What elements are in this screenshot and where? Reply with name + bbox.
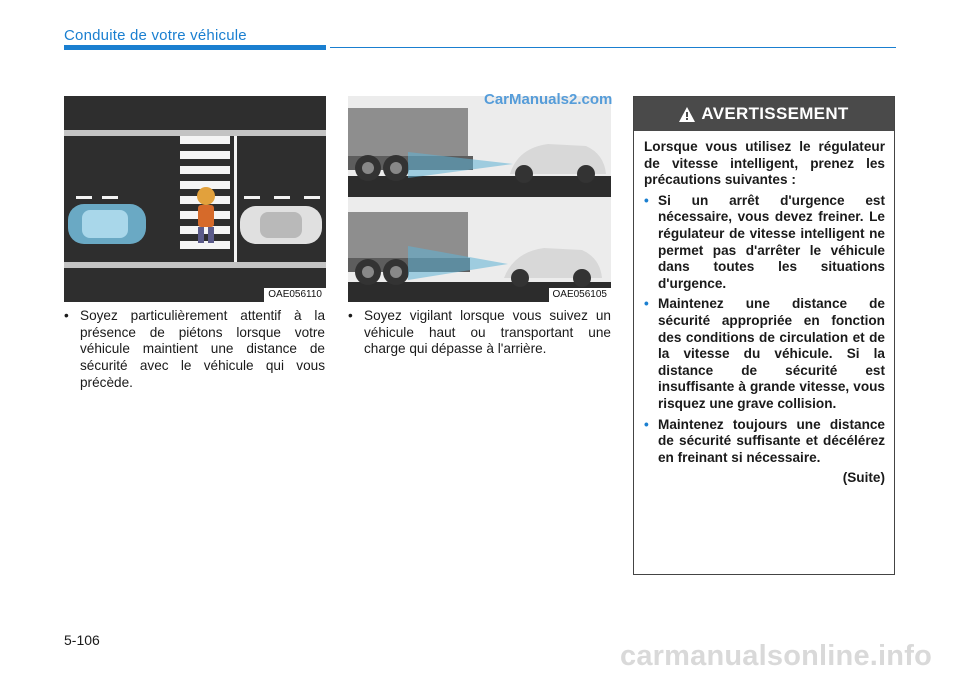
warning-item-text: Si un arrêt d'urgence est nécessaire, vous devez freiner. Le régulateur de vitesse intelligent ne permet pas d'arrêter le véhicule dans toutes les situations d'urgence. bbox=[658, 192, 885, 291]
warning-title: AVERTISSEMENT bbox=[701, 104, 849, 123]
watermark-bottom: carmanualsonline.info bbox=[620, 640, 932, 672]
bullet-text: Soyez particulièrement attentif à la présence de piétons lorsque votre véhicule maintient une distance de sécurité avec le véhicule qui vous précède. bbox=[80, 308, 325, 390]
own-car-top bbox=[68, 204, 146, 244]
figure-crosswalk bbox=[64, 96, 326, 302]
page-number: 5-106 bbox=[64, 632, 100, 648]
warning-item bbox=[644, 417, 885, 467]
bullet-symbol: • bbox=[64, 308, 69, 323]
section-title: Conduite de votre véhicule bbox=[64, 27, 247, 44]
warning-bullet-symbol: • bbox=[644, 296, 649, 312]
bullet-item bbox=[348, 308, 611, 358]
bullet-item bbox=[64, 308, 325, 392]
warning-triangle-icon bbox=[679, 107, 695, 122]
bullet-symbol: • bbox=[348, 308, 353, 323]
figure-truck bbox=[348, 96, 611, 302]
figure-code: OAE056110 bbox=[264, 288, 326, 302]
header-rule bbox=[330, 47, 896, 48]
warning-intro: Lorsque vous utilisez le régulateur de vitesse intelligent, prenez les précautions suivantes : bbox=[644, 139, 885, 188]
warning-item bbox=[644, 296, 885, 412]
warning-box bbox=[633, 96, 895, 575]
warning-item bbox=[644, 193, 885, 293]
warning-item-text: Maintenez toujours une distance de sécurité suffisante et décélérez en freinant si nécessaire. bbox=[658, 416, 885, 465]
warning-item-text: Maintenez une distance de sécurité appropriée en fonction des conditions de circulation et de la vitesse du véhicule. Si la distance de sécurité est insuffisante à grande vitesse, vous risquez une grave collision. bbox=[658, 296, 885, 411]
warning-header bbox=[634, 97, 894, 131]
crosswalk-illustration bbox=[64, 96, 326, 302]
warning-bullet-symbol: • bbox=[644, 416, 649, 432]
bullet-text: Soyez vigilant lorsque vous suivez un véhicule haut ou transportant une charge qui dépasse à l'arrière. bbox=[364, 308, 611, 357]
watermark-top: CarManuals2.com bbox=[484, 91, 613, 108]
warning-bullet-symbol: • bbox=[644, 192, 649, 208]
lead-car-top bbox=[240, 206, 322, 244]
continued-label: (Suite) bbox=[842, 470, 885, 486]
figure-code: OAE056105 bbox=[549, 288, 612, 302]
header-accent-bar bbox=[64, 45, 326, 50]
warning-body bbox=[634, 131, 894, 487]
truck-illustration bbox=[348, 96, 611, 302]
